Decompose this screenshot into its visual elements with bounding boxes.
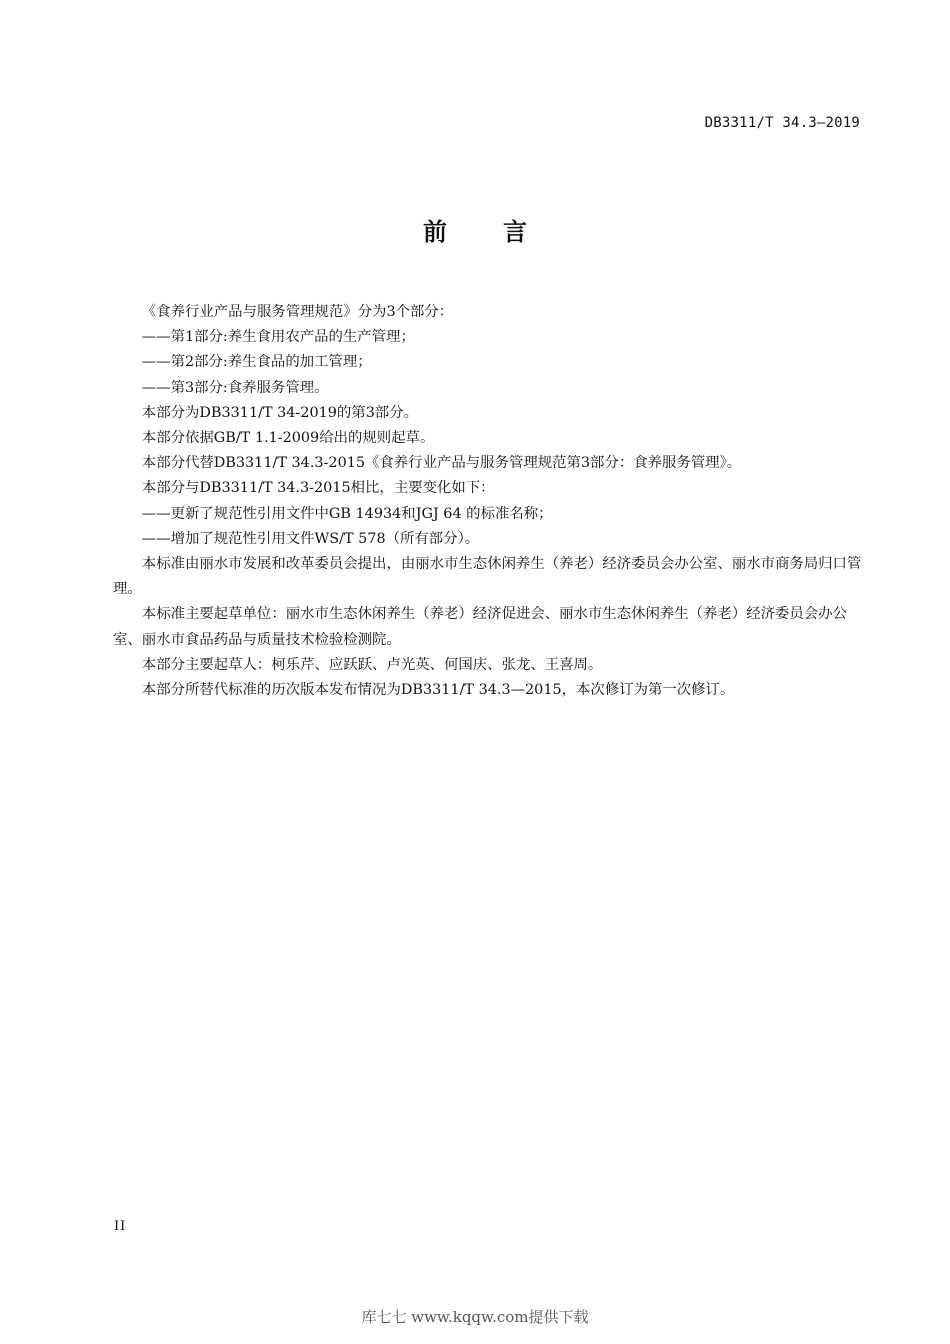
- paragraph: 本标准由丽水市发展和改革委员会提出，由丽水市生态休闲养生（养老）经济委员会办公室、丽水市商务局归口管理。: [113, 556, 862, 598]
- page-number: II: [114, 1219, 127, 1234]
- paragraph: 本标准主要起草单位：丽水市生态休闲养生（养老）经济促进会、丽水市生态休闲养生（养老）经济委员会办公室、丽水市食品药品与质量技术检验检测院。: [113, 606, 847, 648]
- download-watermark: 库七七 www.kqqw.com提供下载: [361, 1308, 589, 1326]
- paragraph: ——更新了规范性引用文件中GB 14934和JGJ 64 的标准名称；: [141, 505, 553, 522]
- preface-body: [113, 300, 863, 703]
- paragraph: 本部分所替代标准的历次版本发布情况为DB3311/T 34.3—2015，本次修订为第一次修订。: [141, 682, 735, 699]
- paragraph: ——第1部分:养生食用农产品的生产管理；: [141, 329, 415, 346]
- paragraph: 本部分依据GB/T 1.1-2009给出的规则起草。: [141, 430, 435, 447]
- paragraph: 本部分为DB3311/T 34-2019的第3部分。: [141, 404, 419, 421]
- paragraph: 本部分与DB3311/T 34.3-2015相比，主要变化如下：: [141, 480, 495, 497]
- paragraph: 本部分代替DB3311/T 34.3-2015《食养行业产品与服务管理规范第3部分：食养服务管理》。: [141, 455, 742, 472]
- paragraph: ——第2部分:养生食品的加工管理；: [141, 354, 372, 371]
- paragraph: 《食养行业产品与服务管理规范》分为3个部分：: [141, 304, 454, 320]
- paragraph: ——第3部分:食养服务管理。: [141, 379, 329, 396]
- paragraph: 本部分主要起草人：柯乐芹、应跃跃、卢光英、何国庆、张龙、王喜周。: [141, 656, 603, 673]
- paragraph: ——增加了规范性引用文件WS/T 578（所有部分）。: [141, 530, 480, 547]
- document-number: DB3311/T 34.3—2019: [704, 115, 860, 131]
- page-title: 前言: [423, 218, 583, 246]
